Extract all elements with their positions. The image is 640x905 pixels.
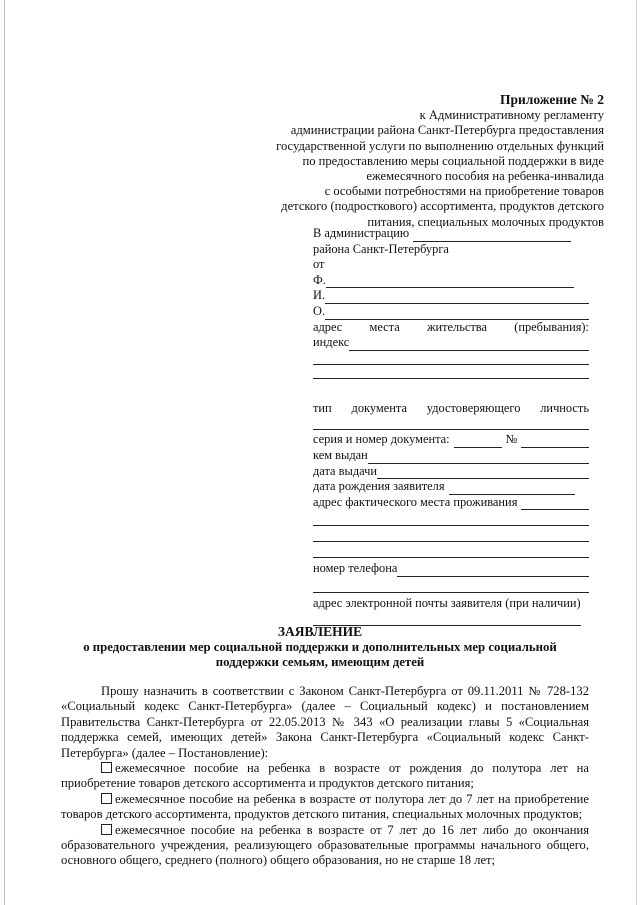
name-row (313, 288, 589, 304)
index-field[interactable] (349, 338, 589, 351)
index-row (313, 335, 589, 351)
address-word: места (369, 319, 400, 334)
district-row (313, 242, 589, 258)
option-checkbox[interactable] (101, 762, 112, 773)
patronymic-field[interactable] (325, 307, 589, 320)
statement-title: ЗАЯВЛЕНИЕ (277, 624, 363, 639)
header-line: ежемесячного пособия на ребенка-инвалида (366, 169, 604, 184)
header-line: к Административному регламенту (419, 108, 604, 123)
actual-address-line[interactable] (313, 540, 589, 542)
address-word: (пребывания): (514, 319, 589, 334)
doc-type-row (313, 401, 589, 417)
statement-heading (60, 624, 580, 670)
actual-address-field[interactable] (521, 497, 589, 510)
name-field[interactable] (325, 291, 589, 304)
actual-address-line[interactable] (313, 524, 589, 526)
surname-field[interactable] (326, 275, 574, 288)
statement-subtitle: о предоставлении мер социальной поддержки и дополнительных мер социальной поддержки семьям, имеющим детей (83, 640, 557, 669)
doc-word: личность (540, 400, 589, 415)
admin-field[interactable] (413, 229, 571, 242)
option-text: ежемесячное пособие на ребенка в возрасте от рождения до полутора лет на приобретение товаров детского ассортимента и продуктов детского питания; (61, 761, 589, 791)
doc-type-line[interactable] (313, 428, 589, 430)
page-edge-left (4, 0, 5, 905)
header-line: с особыми потребностями на приобретение товаров (324, 184, 604, 199)
birth-date-field[interactable] (449, 482, 575, 495)
header-line: по предоставлению меры социальной поддержки в виде (302, 153, 604, 168)
appendix-header (244, 92, 604, 230)
actual-address-label: адрес фактического места проживания (313, 494, 518, 509)
district-label: района Санкт-Петербурга (313, 241, 449, 256)
header-line: детского (подросткового) ассортимента, продуктов детского (281, 199, 604, 214)
from-label: от (313, 257, 325, 272)
issued-by-row (313, 448, 589, 464)
issue-date-label: дата выдачи (313, 463, 377, 478)
option-item (61, 761, 589, 792)
email-label: адрес электронной почты заявителя (при наличии) (313, 595, 581, 610)
appendix-title: Приложение № 2 (500, 92, 604, 107)
patronymic-label: О. (313, 303, 326, 318)
admin-row (313, 226, 589, 242)
series-row (313, 432, 589, 448)
statement-body (61, 684, 589, 869)
phone-label: номер телефона (313, 561, 398, 576)
applicant-form (313, 226, 589, 626)
phone-row (313, 561, 589, 577)
intro-paragraph: Прошу назначить в соответствии с Законом Санкт-Петербурга от 09.11.2011 № 728-132 «Социальный кодекс Санкт-Петербурга» (далее – Социальный кодекс) и постановлением Правительства Санкт-Петербурга от 22.05.2013 № 343 «О реализации главы 5 «Социальная поддержка семей, имеющих детей» Закона Санкт-Петербурга «Социальный кодекс Санкт-Петербурга» (далее – Постановление): (61, 684, 589, 760)
address-word: жительства (426, 319, 487, 334)
address-word: адрес (313, 319, 343, 334)
header-line: питания, специальных молочных продуктов (367, 214, 604, 229)
option-checkbox[interactable] (101, 793, 112, 804)
option-text: ежемесячное пособие на ребенка в возрасте от полутора лет до 7 лет на приобретение товаров детского ассортимента, продуктов детского питания, специальных молочных продуктов; (61, 791, 589, 822)
from-row (313, 257, 589, 273)
birth-date-row (313, 479, 589, 495)
issued-by-field[interactable] (368, 451, 589, 464)
series-label: серия и номер документа: (313, 432, 450, 447)
header-line: администрации района Санкт-Петербурга предоставления (290, 123, 604, 138)
header-line: государственной услуги по выполнению отдельных функций (276, 138, 604, 153)
issued-by-label: кем выдан (313, 447, 368, 462)
phone-field[interactable] (397, 564, 589, 577)
option-item (61, 792, 589, 823)
option-text: ежемесячное пособие на ребенка в возрасте от 7 лет до 16 лет либо до окончания образовательного учреждения, реализующего образовательные программы начального общего, основного общего, среднего (полного) общего образования, но не старше 18 лет; (61, 822, 589, 868)
page-edge-right (636, 0, 637, 905)
issue-date-field[interactable] (377, 466, 589, 479)
option-item (61, 823, 589, 869)
address-row (313, 320, 589, 336)
actual-address-row (313, 495, 589, 511)
to-admin-label: В администрацию (313, 226, 410, 240)
doc-word: тип (313, 400, 332, 415)
address-line[interactable] (313, 363, 589, 365)
patronymic-row (313, 304, 589, 320)
surname-row (313, 273, 589, 289)
series-field[interactable] (454, 435, 502, 448)
email-row (313, 596, 589, 612)
actual-address-line[interactable] (313, 556, 589, 558)
surname-label: Ф. (313, 272, 326, 287)
option-checkbox[interactable] (101, 824, 112, 835)
birth-date-label: дата рождения заявителя (313, 479, 445, 494)
number-field[interactable] (521, 435, 589, 448)
index-label: индекс (313, 335, 350, 350)
doc-word: документа (351, 400, 407, 415)
phone-line[interactable] (313, 591, 589, 593)
doc-word: удостоверяющего (426, 400, 521, 415)
address-line[interactable] (313, 377, 589, 379)
number-sign: № (505, 432, 518, 447)
issue-date-row (313, 464, 589, 480)
name-label: И. (313, 288, 326, 303)
